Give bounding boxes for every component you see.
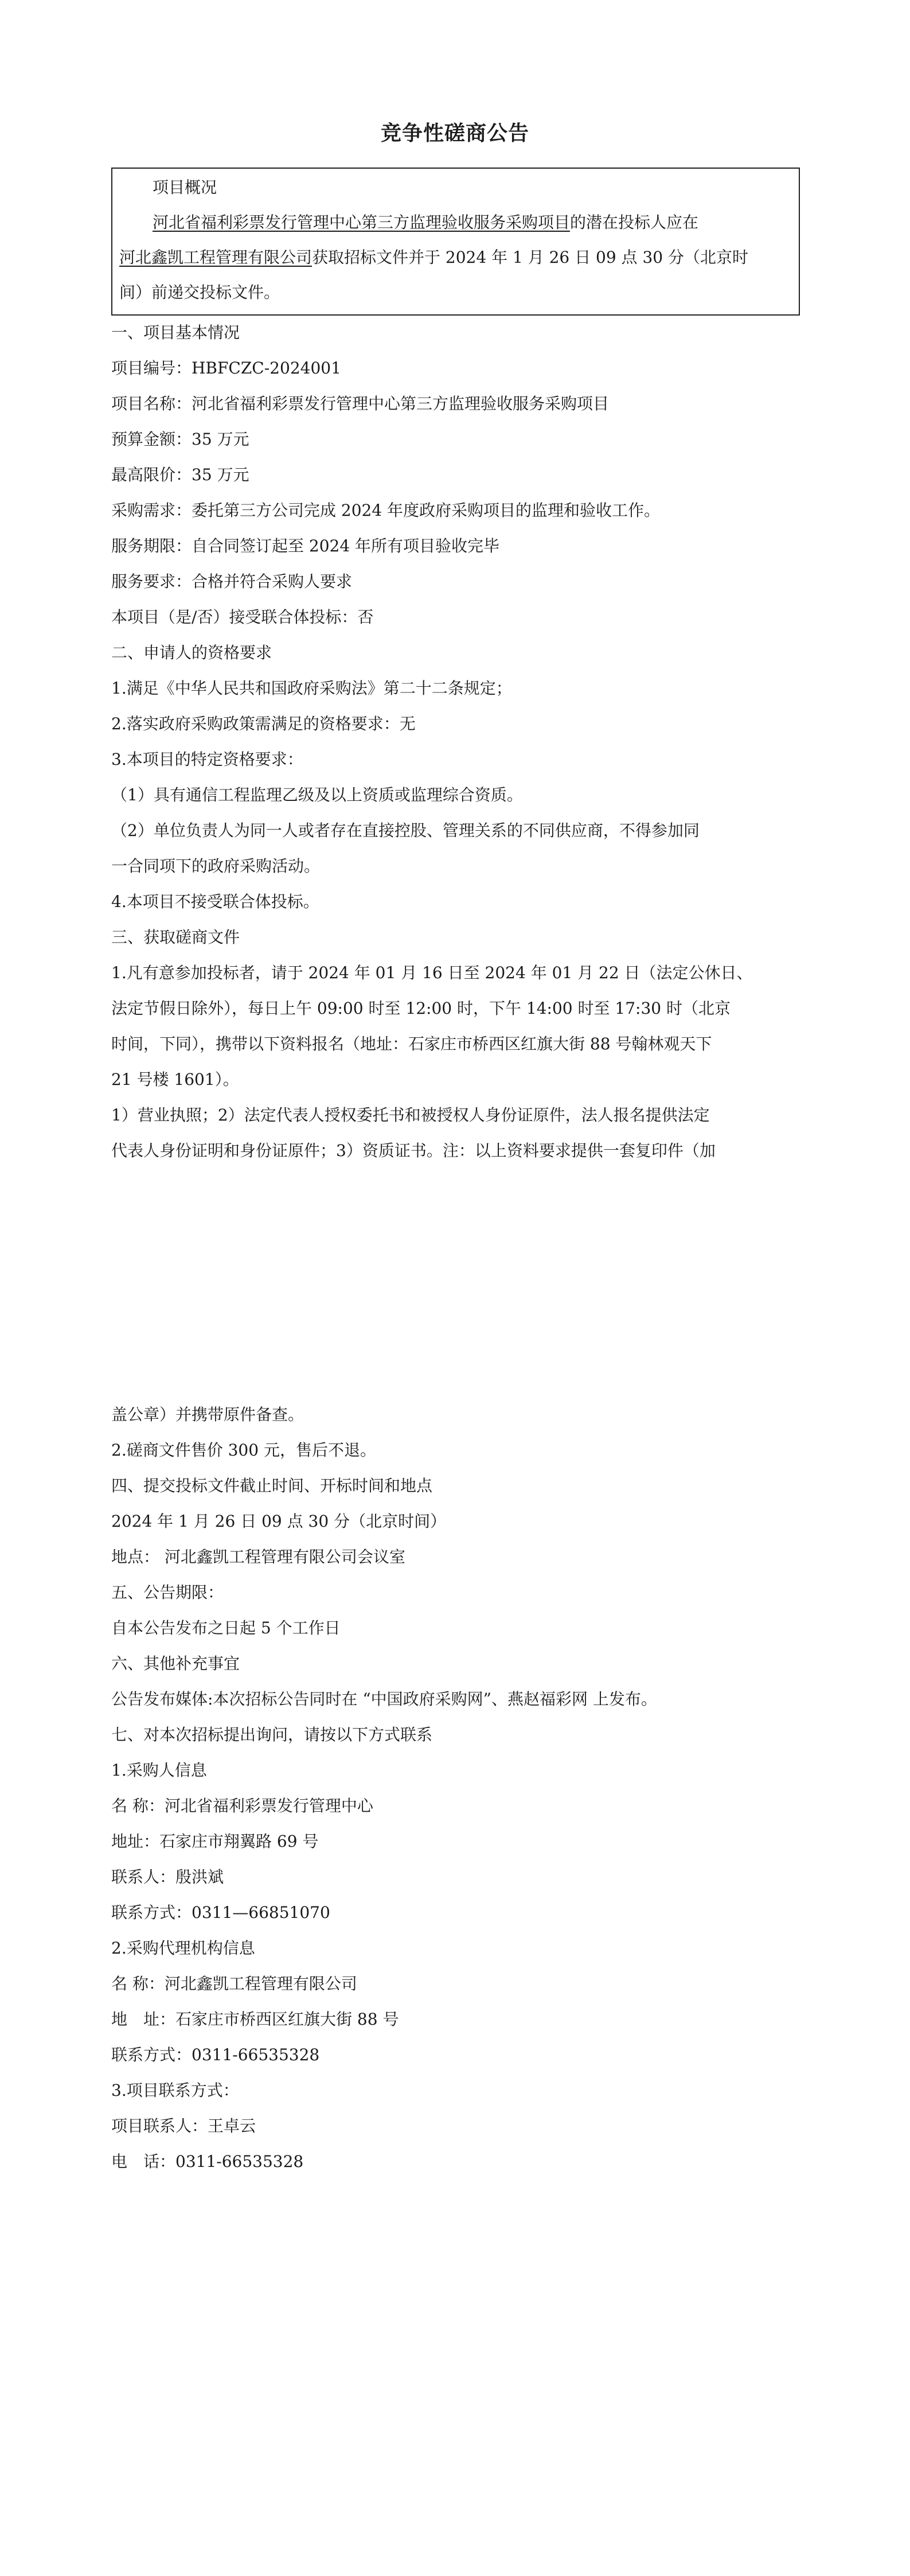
qualification-4: 4.本项目不接受联合体投标。 [111, 892, 319, 911]
purchaser-phone: 联系方式：0311—66851070 [111, 1903, 330, 1922]
purchaser-contact: 联系人：殷洪斌 [111, 1867, 224, 1886]
consortium-bid: 本项目（是/否）接受联合体投标：否 [111, 608, 374, 627]
agency-phone: 联系方式：0311-66535328 [111, 2045, 320, 2064]
overview-line-2 [119, 246, 748, 269]
max-price: 最高限价：35 万元 [111, 465, 249, 484]
section-5-heading: 五、公告期限： [111, 1583, 224, 1602]
purchaser-address: 地址：石家庄市翔翼路 69 号 [111, 1832, 319, 1851]
project-contact-phone: 电 话：0311-66535328 [111, 2152, 304, 2171]
service-period: 服务期限：自合同签订起至 2024 年所有项目验收完毕 [111, 536, 500, 555]
overview-line-1-rest: 的潜在投标人应在 [570, 213, 699, 232]
project-name-link: 河北省福利彩票发行管理中心第三方监理验收服务采购项目 [153, 213, 571, 232]
agency-name-link: 河北鑫凯工程管理有限公司 [119, 248, 313, 267]
required-materials-a: 1）营业执照；2）法定代表人授权委托书和被授权人身份证原件，法人报名提供法定 [111, 1106, 710, 1124]
obtain-docs-1a: 1.凡有意参加投标者，请于 2024 年 01 月 16 日至 2024 年 01 月 22 日（法定公休日、 [111, 963, 753, 982]
document-price: 2.磋商文件售价 300 元，售后不退。 [111, 1441, 376, 1460]
budget-amount: 预算金额：35 万元 [111, 430, 249, 449]
project-name: 项目名称：河北省福利彩票发行管理中心第三方监理验收服务采购项目 [111, 394, 610, 413]
submission-deadline: 2024 年 1 月 26 日 09 点 30 分（北京时间） [111, 1512, 447, 1531]
project-contact-person: 项目联系人：王卓云 [111, 2116, 256, 2135]
obtain-docs-1c: 时间，下同），携带以下资料报名（地址：石家庄市桥西区红旗大街 88 号翰林观天下 [111, 1034, 712, 1053]
required-materials-b: 代表人身份证明和身份证原件；3）资质证书。注：以上资料要求提供一套复印件（加 [111, 1141, 716, 1160]
obtain-docs-1b: 法定节假日除外），每日上午 09:00 时至 12:00 时，下午 14:00 时至 17:30 时（北京 [111, 999, 731, 1018]
overview-heading: 项目概况 [153, 178, 217, 197]
section-1-heading: 一、项目基本情况 [111, 323, 240, 342]
purchaser-name: 名 称：河北省福利彩票发行管理中心 [111, 1796, 373, 1815]
procurement-requirement: 采购需求：委托第三方公司完成 2024 年度政府采购项目的监理和验收工作。 [111, 501, 661, 520]
obtain-docs-1d: 21 号楼 1601）。 [111, 1070, 239, 1089]
qualification-3: 3.本项目的特定资格要求： [111, 750, 303, 769]
qualification-3-2b: 一合同项下的政府采购活动。 [111, 857, 321, 875]
section-7-heading: 七、对本次招标提出询问，请按以下方式联系 [111, 1725, 433, 1744]
section-4-heading: 四、提交投标文件截止时间、开标时间和地点 [111, 1476, 433, 1495]
qualification-3-2a: （2）单位负责人为同一人或者存在直接控股、管理关系的不同供应商，不得参加同 [111, 821, 700, 840]
qualification-2: 2.落实政府采购政策需满足的资格要求：无 [111, 714, 416, 733]
overview-line-2-rest: 获取招标文件并于 2024 年 1 月 26 日 09 点 30 分（北京时 [312, 248, 748, 267]
page-title: 竞争性磋商公告 [380, 122, 529, 145]
overview-line-1 [153, 211, 698, 234]
agency-name: 名 称：河北鑫凯工程管理有限公司 [111, 1974, 357, 1993]
required-materials-c: 盖公章）并携带原件备查。 [111, 1405, 304, 1424]
section-2-heading: 二、申请人的资格要求 [111, 643, 272, 662]
project-contact-heading: 3.项目联系方式： [111, 2081, 239, 2100]
qualification-3-1: （1）具有通信工程监理乙级及以上资质或监理综合资质。 [111, 785, 523, 804]
service-requirement: 服务要求：合格并符合采购人要求 [111, 572, 353, 591]
section-6-heading: 六、其他补充事宜 [111, 1654, 240, 1673]
purchaser-heading: 1.采购人信息 [111, 1761, 207, 1780]
bid-location: 地点： 河北鑫凯工程管理有限公司会议室 [111, 1547, 405, 1566]
overview-line-3: 间）前递交投标文件。 [119, 283, 280, 302]
agency-heading: 2.采购代理机构信息 [111, 1939, 255, 1958]
agency-address: 地 址：石家庄市桥西区红旗大街 88 号 [111, 2010, 399, 2029]
publication-media: 公告发布媒体:本次招标公告同时在 “中国政府采购网”、燕赵福彩网 上发布。 [111, 1690, 657, 1709]
project-number: 项目编号：HBFCZC-2024001 [111, 359, 341, 378]
announcement-period: 自本公告发布之日起 5 个工作日 [111, 1618, 341, 1637]
qualification-1: 1.满足《中华人民共和国政府采购法》第二十二条规定； [111, 679, 512, 698]
section-3-heading: 三、获取磋商文件 [111, 928, 240, 947]
